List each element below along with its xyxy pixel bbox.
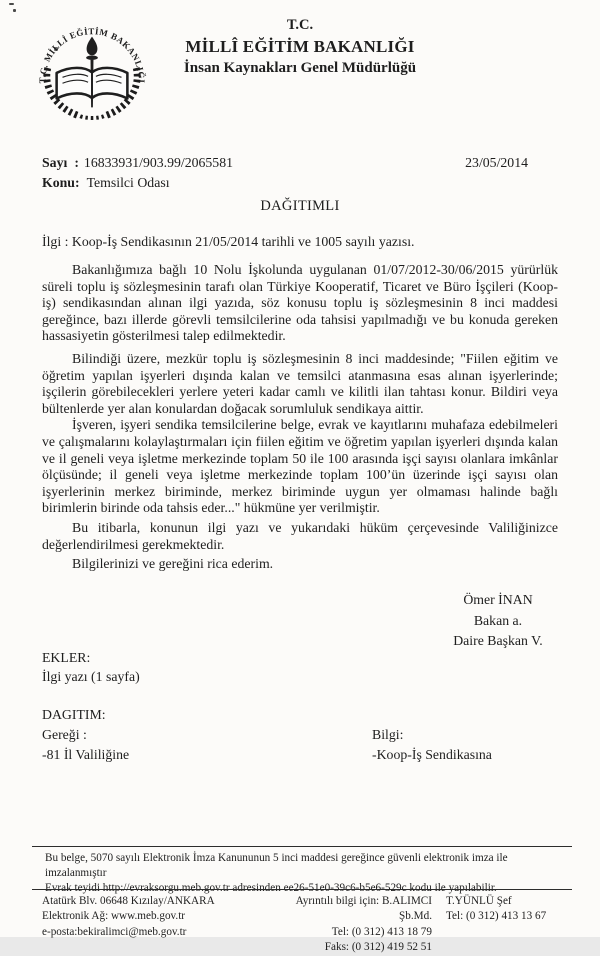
sayi-label: Sayı (42, 155, 68, 170)
reference-line: İlgi : Koop-İş Sendikasının 21/05/2014 tarihli ve 1005 sayılı yazısı. (42, 234, 415, 249)
ministry-name: MİLLÎ EĞİTİM BAKANLIĞI (185, 37, 415, 57)
geregi-label: Gereği : (42, 727, 87, 742)
address-line-3: e-posta:bekiralimci@meb.gov.tr (42, 925, 187, 938)
document-date: 23/05/2014 (465, 155, 528, 170)
info2-column (446, 894, 572, 956)
konu-value: Temsilci Odası (86, 175, 170, 190)
signer-title-1: Bakan a. (473, 612, 523, 628)
info-line-2: Tel: (0 312) 413 18 79 (331, 925, 432, 938)
attachment-item: İlgi yazı (1 sayfa) (42, 669, 140, 684)
distribution-columns (42, 725, 558, 765)
signer-name: Ömer İNAN (463, 592, 533, 607)
address-line-1: Atatürk Blv. 06648 Kızılay/ANKARA (42, 895, 215, 907)
footer-divider-bottom (32, 889, 572, 890)
letter-body (42, 262, 558, 573)
scan-speck (13, 9, 16, 12)
closing-line: Bilgilerinizi ve gereğini rica ederim. (72, 556, 274, 572)
signer-title-2: Daire Başkan V. (453, 633, 543, 648)
logo-ring-text: T.C. MİLLİ EĞİTİM BAKANLIĞI (37, 26, 147, 84)
attachments-block (42, 648, 140, 686)
footer-contacts (42, 894, 572, 956)
distribution-block (42, 705, 558, 765)
scan-speck (9, 3, 14, 5)
sayi-colon: : (74, 155, 79, 170)
info-column (286, 894, 432, 956)
signature-block (410, 590, 586, 652)
republic-abbrev: T.C. (286, 17, 314, 33)
footer-divider-top (32, 846, 572, 847)
legal-line-2: Evrak teyidi http://evraksorgu.meb.gov.tr adresinden ee26-51e0-39c6-b5e6-529c kodu ile yapılabilir. (45, 882, 497, 895)
attachments-heading: EKLER: (42, 650, 91, 665)
bilgi-label: Bilgi: (372, 727, 404, 742)
distribution-title: DAGITIM: (42, 707, 106, 722)
geregi-column (42, 725, 372, 765)
info2-line-1: T.YÜNLÜ Şef (446, 895, 512, 907)
bilgi-item: -Koop-İş Sendikasına (372, 747, 492, 762)
geregi-item: -81 İl Valiliğine (42, 747, 130, 762)
bilgi-column (372, 725, 558, 765)
paragraph: Bakanlığımıza bağlı 10 Nolu İşkolunda uygulanan 01/07/2012-30/06/2015 yürürlük süreli toplu iş sözleşmesinin tarafı olan Türkiye Kooperatif, Ticaret ve Büro İşçileri (Koop-iş) sendikasından alınan ilgi yazıda, söz konusu toplu iş sözleşmesinin 8 inci maddesi gereğince, bazı illerde görevli temsilcilerine oda tahsisi yapılmadığı ve bu konuda gereken hassasiyetin gösterilmesi talep edilmektedir. (42, 262, 558, 344)
letterhead (0, 16, 600, 78)
department-name: İnsan Kaynakları Genel Müdürlüğü (183, 60, 417, 77)
address-line-2: Elektronik Ağ: www.meb.gov.tr (42, 910, 186, 923)
konu-label: Konu: (42, 175, 80, 190)
sayi-value: 16833931/903.99/2065581 (83, 155, 234, 170)
info-line-1: Ayrıntılı bilgi için: B.ALIMCI Şb.Md. (295, 895, 432, 923)
distribution-heading: DAĞITIMLI (260, 198, 340, 214)
legal-line-1: Bu belge, 5070 sayılı Elektronik İmza Kanununun 5 inci maddesi gereğince güvenli elektronik imza ile imzalanmıştır (45, 852, 508, 880)
info2-line-2: Tel: (0 312) 413 13 67 (446, 910, 547, 923)
konu-row (42, 173, 558, 193)
sayi-row (42, 153, 558, 173)
paragraph: İşveren, işyeri sendika temsilcilerine belge, evrak ve kayıtlarını muhafaza edebilmeleri ve çalışmalarını kolaylaştırmaları için fiilen eğitim ve öğretim yapılan işyerleri dışında kalan ve il geneli veya işletme merkezinde toplam 50 ile 100 arasında işçi sayısı olanlara imkânlar ölçüsünde; il geneli veya işletme merkezinde toplam 100’ün üzerinde işçi sayısı olan işyerlerinin merkez biriminde, merkez biriminde uygun yer olmaması halinde bağlı birimlerin birinde oda tahsis eder..." hükmüne yer verilmiştir. (42, 417, 558, 516)
paragraph: Bu itibarla, konunun ilgi yazı ve yukarıdaki hüküm çerçevesinde Valiliğinizce değerlendirilmesi gerekmektedir. (42, 519, 558, 552)
address-column (42, 894, 286, 956)
info-line-3: Faks: (0 312) 419 52 51 (324, 941, 432, 954)
document-meta (42, 153, 558, 252)
paragraph: Bilindiği üzere, mezkür toplu iş sözleşmesinin 8 inci maddesinde; "Fiilen eğitim ve öğretim yapılan işyerleri dışında kalan ve temsilci atanmasına esas alınan işyerlerinde; işçilerin görebilecekleri yerlere yeteri kadar camlı ve kilitli ilan tahtası konur. Bildiri veya bültenlerde yer alan konulardan doğacak sorumluluk sendikaya aittir. (42, 350, 558, 416)
